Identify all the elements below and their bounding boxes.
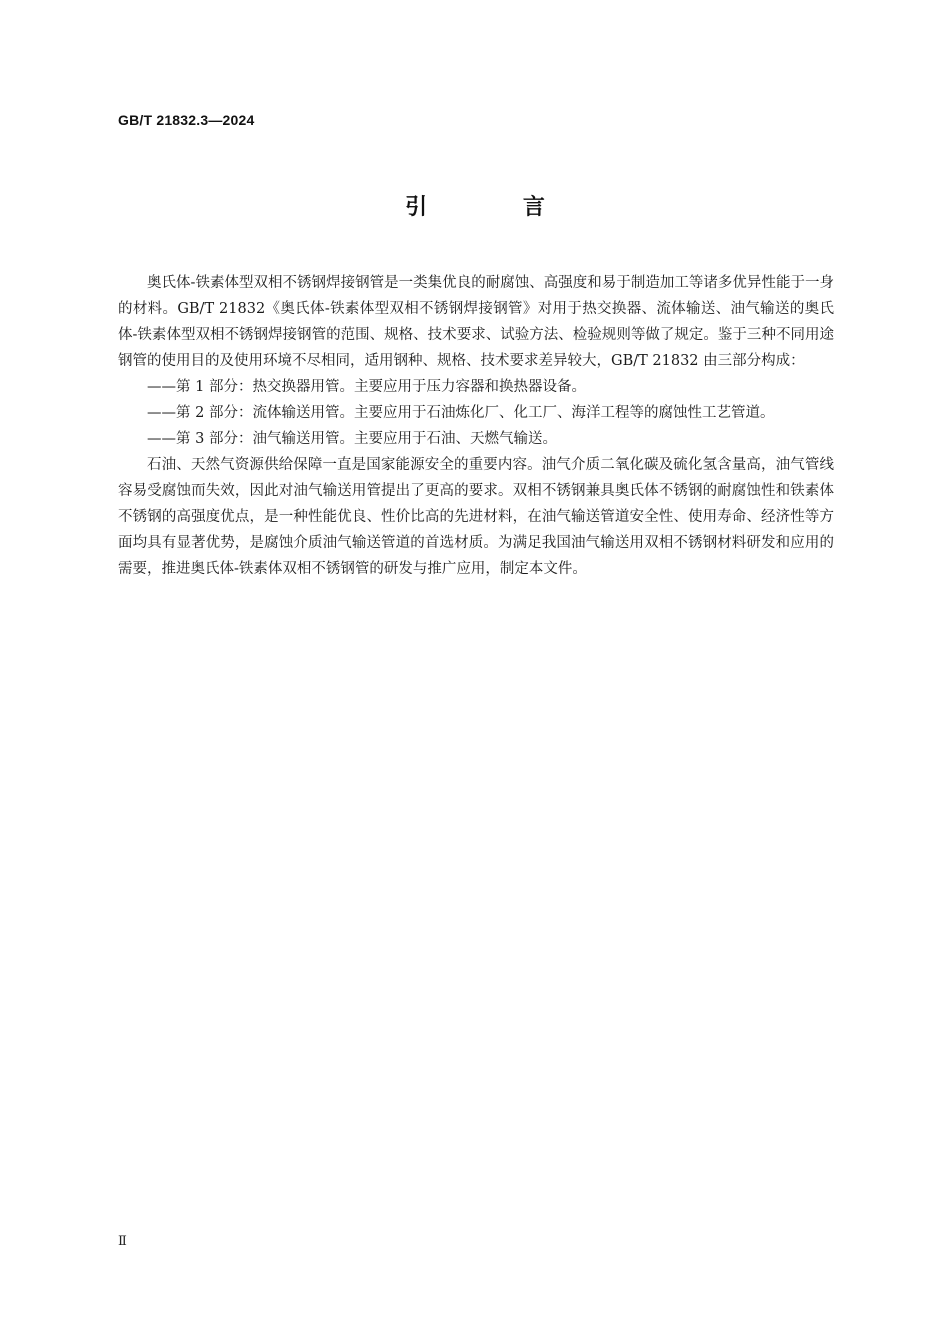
introduction-body xyxy=(118,270,834,582)
part-list-item-3: ——第 3 部分：油气输送用管。主要应用于石油、天燃气输送。 xyxy=(147,431,557,447)
page-title: 引 言 xyxy=(405,195,589,220)
intro-paragraph-2: 石油、天然气资源供给保障一直是国家能源安全的重要内容。油气介质二氧化碳及硫化氢含量高，油气管线容易受腐蚀而失效，因此对油气输送用管提出了更高的要求。双相不锈钢兼具奥氏体不锈钢的耐腐蚀性和铁素体不锈钢的高强度优点，是一种性能优良、性价比高的先进材料，在油气输送管道安全性、使用寿命、经济性等方面均具有显著优势，是腐蚀介质油气输送管道的首选材质。为满足我国油气输送用双相不锈钢材料研发和应用的需要，推进奥氏体-铁素体双相不锈钢管的研发与推广应用，制定本文件。 xyxy=(118,457,834,577)
standard-code: GB/T 21832.3—2024 xyxy=(118,112,255,128)
part-list-item-2: ——第 2 部分：流体输送用管。主要应用于石油炼化厂、化工厂、海洋工程等的腐蚀性工艺管道。 xyxy=(147,405,775,421)
intro-paragraph-1: 奥氏体-铁素体型双相不锈钢焊接钢管是一类集优良的耐腐蚀、高强度和易于制造加工等诸多优异性能于一身的材料。GB/T 21832《奥氏体-铁素体型双相不锈钢焊接钢管》对用于热交换器、流体输送、油气输送的奥氏体-铁素体型双相不锈钢焊接钢管的范围、规格、技术要求、试验方法、检验规则等做了规定。鉴于三种不同用途钢管的使用目的及使用环境不尽相同，适用钢种、规格、技术要求差异较大，GB/T 21832 由三部分构成： xyxy=(118,275,834,369)
part-list-item-1: ——第 1 部分：热交换器用管。主要应用于压力容器和换热器设备。 xyxy=(147,379,586,395)
page-number: Ⅱ xyxy=(118,1234,127,1249)
